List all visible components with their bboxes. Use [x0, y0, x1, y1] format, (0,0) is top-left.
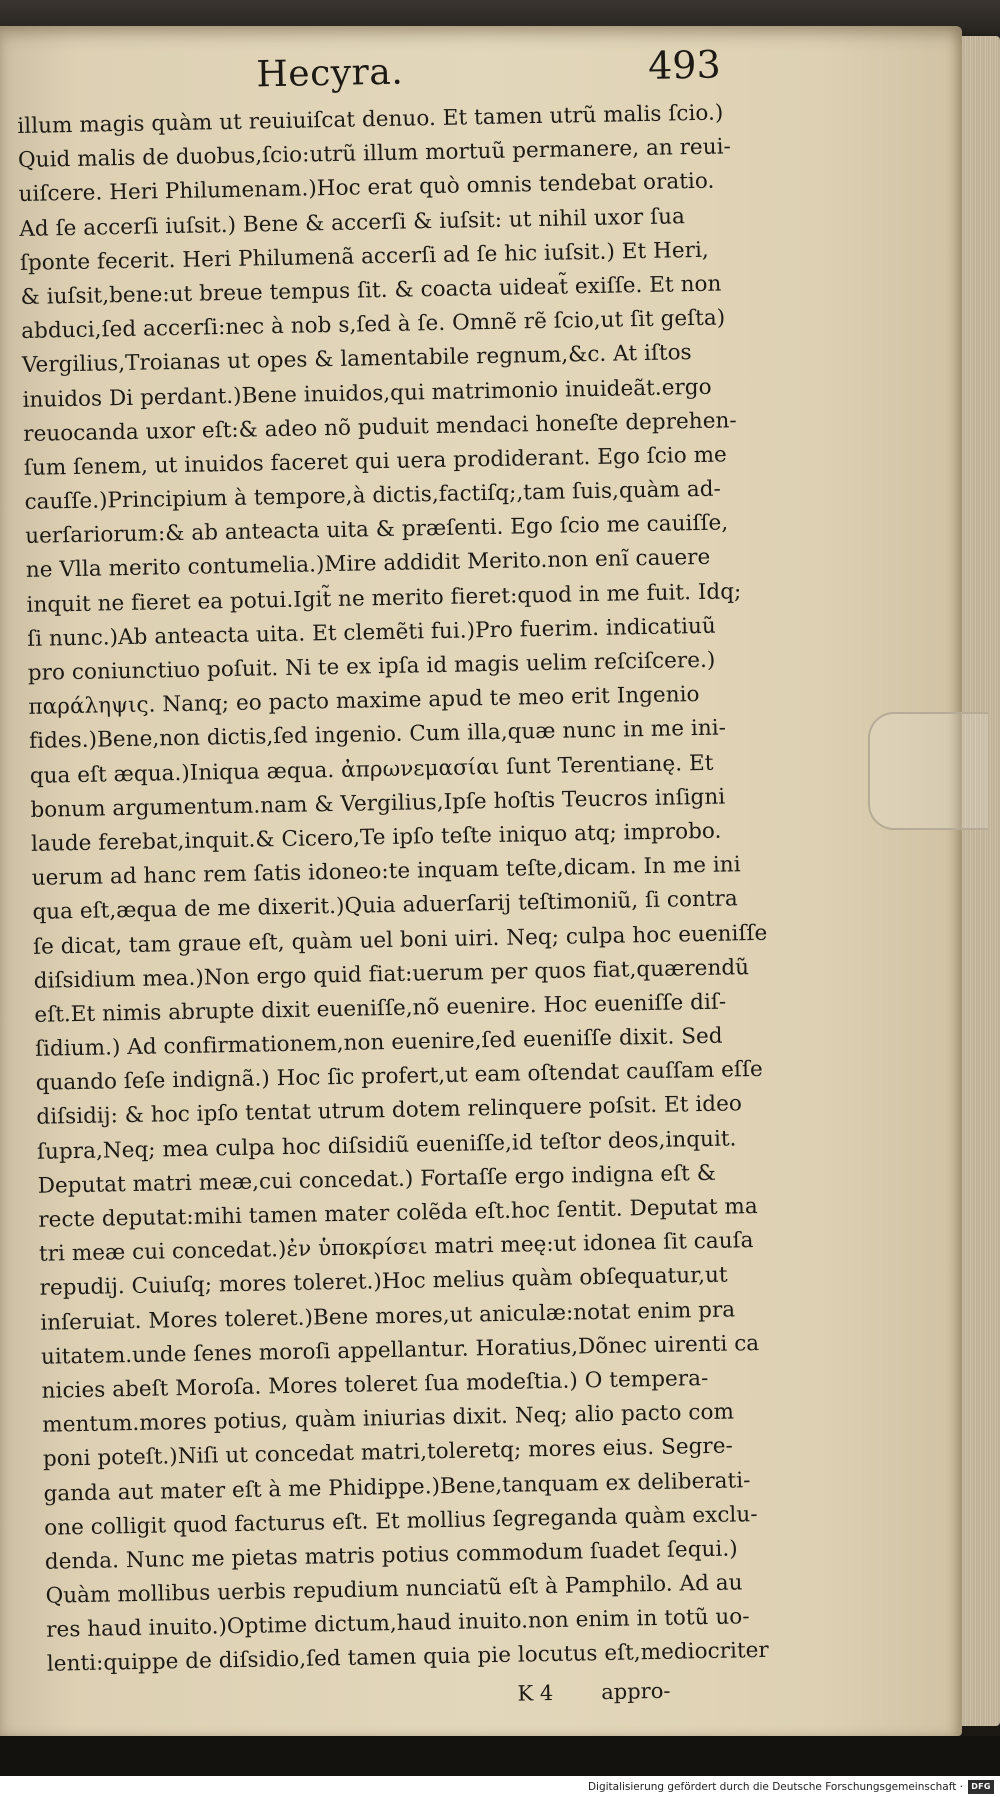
page-clip [868, 712, 988, 830]
page-edges [962, 36, 1000, 1726]
text-line: abduci,ſed accerſi:nec à nob s,ſed à ſe. Omnẽ rẽ ſcio,ut ſit geſta) [21, 305, 726, 345]
text-line: poni poteſt.)Niſi ut concedat matri,toleretq; mores eius. Segre- [42, 1433, 734, 1473]
signature-mark: K 4 [517, 1680, 554, 1706]
text-line: ſupra,Neq; mea culpa hoc diſsidiũ eueniſſe,id teſtor deos,inquit. [36, 1125, 737, 1165]
text-lines [17, 96, 767, 1682]
text-line: inſeruiat. Mores toleret.)Bene mores,ut aniculæ:notat enim pra [40, 1296, 736, 1336]
text-line: ſidium.) Ad confirmationem,non euenire,ſed eueniſſe dixit. Sed [34, 1023, 723, 1062]
catchword: appro- [601, 1678, 671, 1704]
footer-bar [0, 1776, 1000, 1797]
text-line: eſt.Et nimis abrupte dixit eueniſſe,nõ euenire. Hoc eueniſſe diſ- [34, 989, 727, 1028]
text-line: Vergilius,Troianas ut opes & lamentabile regnum,&c. At iſtos [21, 340, 692, 379]
text-line: diſsidij: & hoc ipſo tentat utrum dotem relinquere poſsit. Et ideo [36, 1091, 743, 1131]
text-line: diſsidium mea.)Non ergo quid fiat:uerum per quos fiat,quærendũ [33, 954, 750, 994]
text-line: lenti:quippe de diſsidio,ſed tamen quia pie locutus eſt,mediocriter [46, 1638, 769, 1678]
text-line: mentum.mores potius, quàm iniurias dixit. Neq; alio pacto com [42, 1399, 735, 1438]
text-line: one colligit quod facturus eſt. Et mollius ſegreganda quàm exclu- [44, 1501, 758, 1541]
page-number: 493 [647, 42, 722, 88]
text-line: recte deputat:mihi tamen mater colẽda eſt.hoc ſentit. Deputat ma [38, 1193, 758, 1233]
text-line: Deputat matri meæ,cui concedat.) Fortaſſe ergo indigna eſt & [37, 1160, 717, 1199]
dfg-logo: DFG [968, 1780, 994, 1794]
text-line: uiſcere. Heri Philumenam.)Hoc erat quò omnis tendebat oratio. [18, 168, 715, 208]
running-title: Hecyra. [256, 51, 404, 96]
text-line: uitatem.unde ſenes moroſi appellantur. Horatius,Dõnec uirenti ca [40, 1330, 760, 1370]
text-line: ſum ſenem, ut inuidos faceret qui uera prodiderant. Ego ſcio me [23, 442, 728, 481]
footer-credit: Digitalisierung gefördert durch die Deutsche Forschungsgemeinschaft · [587, 1780, 963, 1793]
text-line: inquit ne fieret ea potui.Igit̃ ne merito fieret:quod in me fuit. Idq; [26, 578, 742, 618]
text-line: qua eſt æqua.)Iniqua æqua. ἀπρωνεμασίαι ſunt Terentianę. Et [29, 750, 714, 789]
text-line: παράληψις. Nanq; eo pacto maxime apud te meo erit Ingenio [28, 682, 700, 721]
text-line: bonum argumentum.nam & Vergilius,Ipſe hoſtis Teucros inſigni [30, 784, 726, 823]
text-line: pro coniunctiuo poſuit. Ni te ex ipſa id magis uelim reſciſcere.) [27, 647, 716, 686]
text-line: nicies abeſt Moroſa. Mores toleret ſua modeſtia.) O tempera- [41, 1365, 709, 1404]
text-line: uerum ad hanc rem ſatis idoneo:te inquam teſte,dicam. In me ini [31, 852, 741, 891]
text-line: ganda aut mater eſt à me Phidippe.)Bene,tanquam ex deliberati- [43, 1467, 751, 1507]
text-line: Ad ſe accerſi iuſsit.) Bene & accerſi & iuſsit: ut nihil uxor ſua [19, 203, 686, 242]
text-line: inuidos Di perdant.)Bene inuidos,qui matrimonio inuideãt.ergo [22, 374, 712, 413]
text-line: Quid malis de duobus,ſcio:utrũ illum mortuũ permanere, an reui- [17, 134, 732, 174]
text-line: & iuſsit,bene:ut breue tempus ſit. & coacta uideat̃ exiſſe. Et non [20, 271, 722, 310]
text-line: ne Vlla merito contumelia.)Mire addidit Merito.non enĩ cauere [25, 545, 711, 584]
book-page [0, 26, 962, 1736]
text-line: ſponte fecerit. Heri Philumenã accerſi ad ſe hic iuſsit.) Et Heri, [19, 237, 710, 276]
text-line: ſe dicat, tam graue eſt, quàm uel boni uiri. Neq; culpa hoc eueniſſe [32, 920, 768, 960]
text-line: uerſariorum:& ab anteacta uita & præſenti. Ego ſcio me cauiſſe, [24, 510, 729, 550]
text-line: denda. Nunc me pietas matris potius commodum ſuadet ſequi.) [44, 1536, 738, 1575]
text-line: fides.)Bene,non dictis,ſed ingenio. Cum illa,quæ nunc in me ini- [28, 715, 727, 755]
text-line: ſi nunc.)Ab anteacta uita. Et clemẽti fui.)Pro fuerim. indicatiuũ [26, 613, 717, 652]
text-line: quando ſeſe indignã.) Hoc ſic profert,ut eam oſtendat cauſſam eſſe [35, 1057, 763, 1097]
text-line: Quàm mollibus uerbis repudium nunciatũ eſt à Pamphilo. Ad au [45, 1570, 743, 1609]
text-line: res haud inuito.)Optime dictum,haud inuito.non enim in totũ uo- [45, 1604, 750, 1643]
text-line: illum magis quàm ut reuiuiſcat denuo. Et tamen utrũ malis ſcio.) [17, 100, 724, 139]
text-line: reuocanda uxor eſt:& adeo nõ puduit mendaci honeſte deprehen- [23, 407, 737, 447]
text-line: tri meæ cui concedat.)ἐν ὑποκρίσει matri meę:ut idonea ſit cauſa [38, 1228, 754, 1267]
text-block [16, 42, 768, 1722]
text-line: repudij. Cuiuſq; mores toleret.)Hoc melius quàm obſequatur,ut [39, 1262, 728, 1302]
text-line: qua eſt,æqua de me dixerit.)Quia aduerſarij teſtimoniũ, ſi contra [32, 886, 738, 926]
text-line: cauſſe.)Principium à tempore,à dictis,factiſq;,tam ſuis,quàm ad- [24, 476, 722, 515]
scan-bottom-band [0, 1736, 1000, 1776]
text-line: laude ferebat,inquit.& Cicero,Te ipſo teſte iniquo atq; improbo. [30, 818, 722, 857]
